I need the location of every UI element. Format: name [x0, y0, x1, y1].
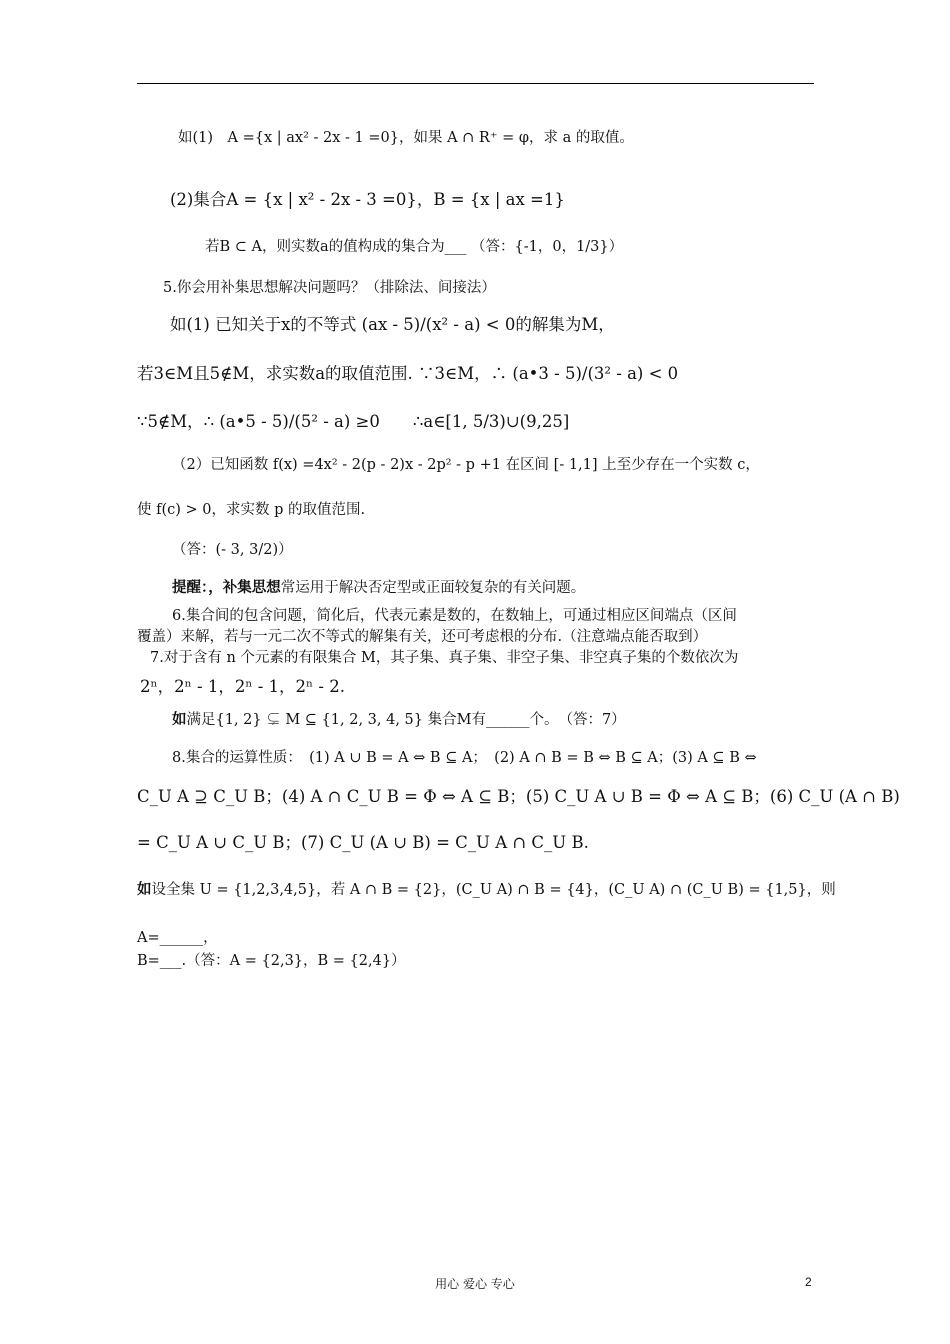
- example-label-2: 如: [137, 881, 152, 898]
- line-9: 使 f(c) > 0，求实数 p 的取值范围.: [137, 502, 366, 518]
- reminder-label: 提醒：，补集思想: [172, 579, 281, 596]
- line-3: 若B ⊂ A，则实数a的值构成的集合为___ （答：{-1，0，1/3}）: [205, 239, 624, 255]
- header-rule: [137, 83, 814, 84]
- line-21: A=______，: [137, 930, 218, 946]
- line-20: [137, 880, 836, 900]
- line-15: 2ⁿ，2ⁿ - 1，2ⁿ - 1，2ⁿ - 2.: [140, 677, 345, 696]
- line-13: 覆盖）来解，若与一元二次不等式的解集有关，还可考虑根的分布.（注意端点能否取到）: [137, 629, 708, 645]
- line-1: 如(1) A ={x | ax² - 2x - 1 =0}，如果 A ∩ R⁺ = φ，求 a 的取值。: [178, 130, 634, 146]
- example-text: 满足{1, 2} ⊊ M ⊆ {1, 2, 3, 4, 5} 集合M有______个。 （答：7）: [186, 712, 626, 728]
- line-17: 8.集合的运算性质： (1) A ∪ B = A ⇔ B ⊆ A； (2) A ∩ B = B ⇔ B ⊆ A；(3) A ⊆ B ⇔: [172, 750, 757, 766]
- footer-slogan: 用心 爱心 专心: [435, 1277, 515, 1291]
- line-14: 7.对于含有 n 个元素的有限集合 M，其子集、真子集、非空子集、非空真子集的个数依次为: [150, 650, 739, 666]
- example-label: 如: [172, 711, 187, 728]
- line-10: （答：(- 3, 3/2)）: [172, 542, 293, 558]
- reminder-text: 常运用于解决否定型或正面较复杂的有关问题。: [280, 580, 586, 596]
- line-7: ∵5∉M，∴ (a•5 - 5)/(5² - a) ≥0 ∴a∈[1, 5/3)∪(9,25]: [137, 412, 570, 431]
- page-number: 2: [805, 1275, 812, 1289]
- line-11: [172, 578, 585, 598]
- line-5: 如(1) 已知关于x的不等式 (ax - 5)/(x² - a) < 0的解集为M，: [170, 315, 615, 334]
- line-18: C_U A ⊇ C_U B；(4) A ∩ C_U B = Φ ⇔ A ⊆ B；(5) C_U A ∪ B = Φ ⇔ A ⊆ B；(6) C_U (A ∩ B): [137, 787, 900, 806]
- line-22: B=___.（答：A = {2,3}，B = {2,4}）: [137, 953, 406, 969]
- line-16: [172, 710, 626, 730]
- line-8: （2）已知函数 f(x) =4x² - 2(p - 2)x - 2p² - p +1 在区间 [- 1,1] 上至少存在一个实数 c，: [172, 457, 760, 473]
- line-19: = C_U A ∪ C_U B；(7) C_U (A ∪ B) = C_U A ∩ C_U B.: [137, 833, 589, 852]
- line-12: 6.集合间的包含问题，简化后，代表元素是数的，在数轴上，可通过相应区间端点（区间: [172, 608, 737, 624]
- line-6: 若3∈M且5∉M，求实数a的取值范围. ∵3∈M，∴ (a•3 - 5)/(3² - a) < 0: [137, 364, 679, 383]
- example-text-2: 设全集 U = {1,2,3,4,5}，若 A ∩ B = {2}，(C_U A) ∩ B = {4}，(C_U A) ∩ (C_U B) = {1,5}，则: [151, 882, 836, 898]
- line-4: 5.你会用补集思想解决问题吗？（排除法、间接法）: [163, 280, 496, 296]
- line-2: (2)集合A = {x | x² - 2x - 3 =0}，B = {x | ax =1}: [170, 190, 565, 209]
